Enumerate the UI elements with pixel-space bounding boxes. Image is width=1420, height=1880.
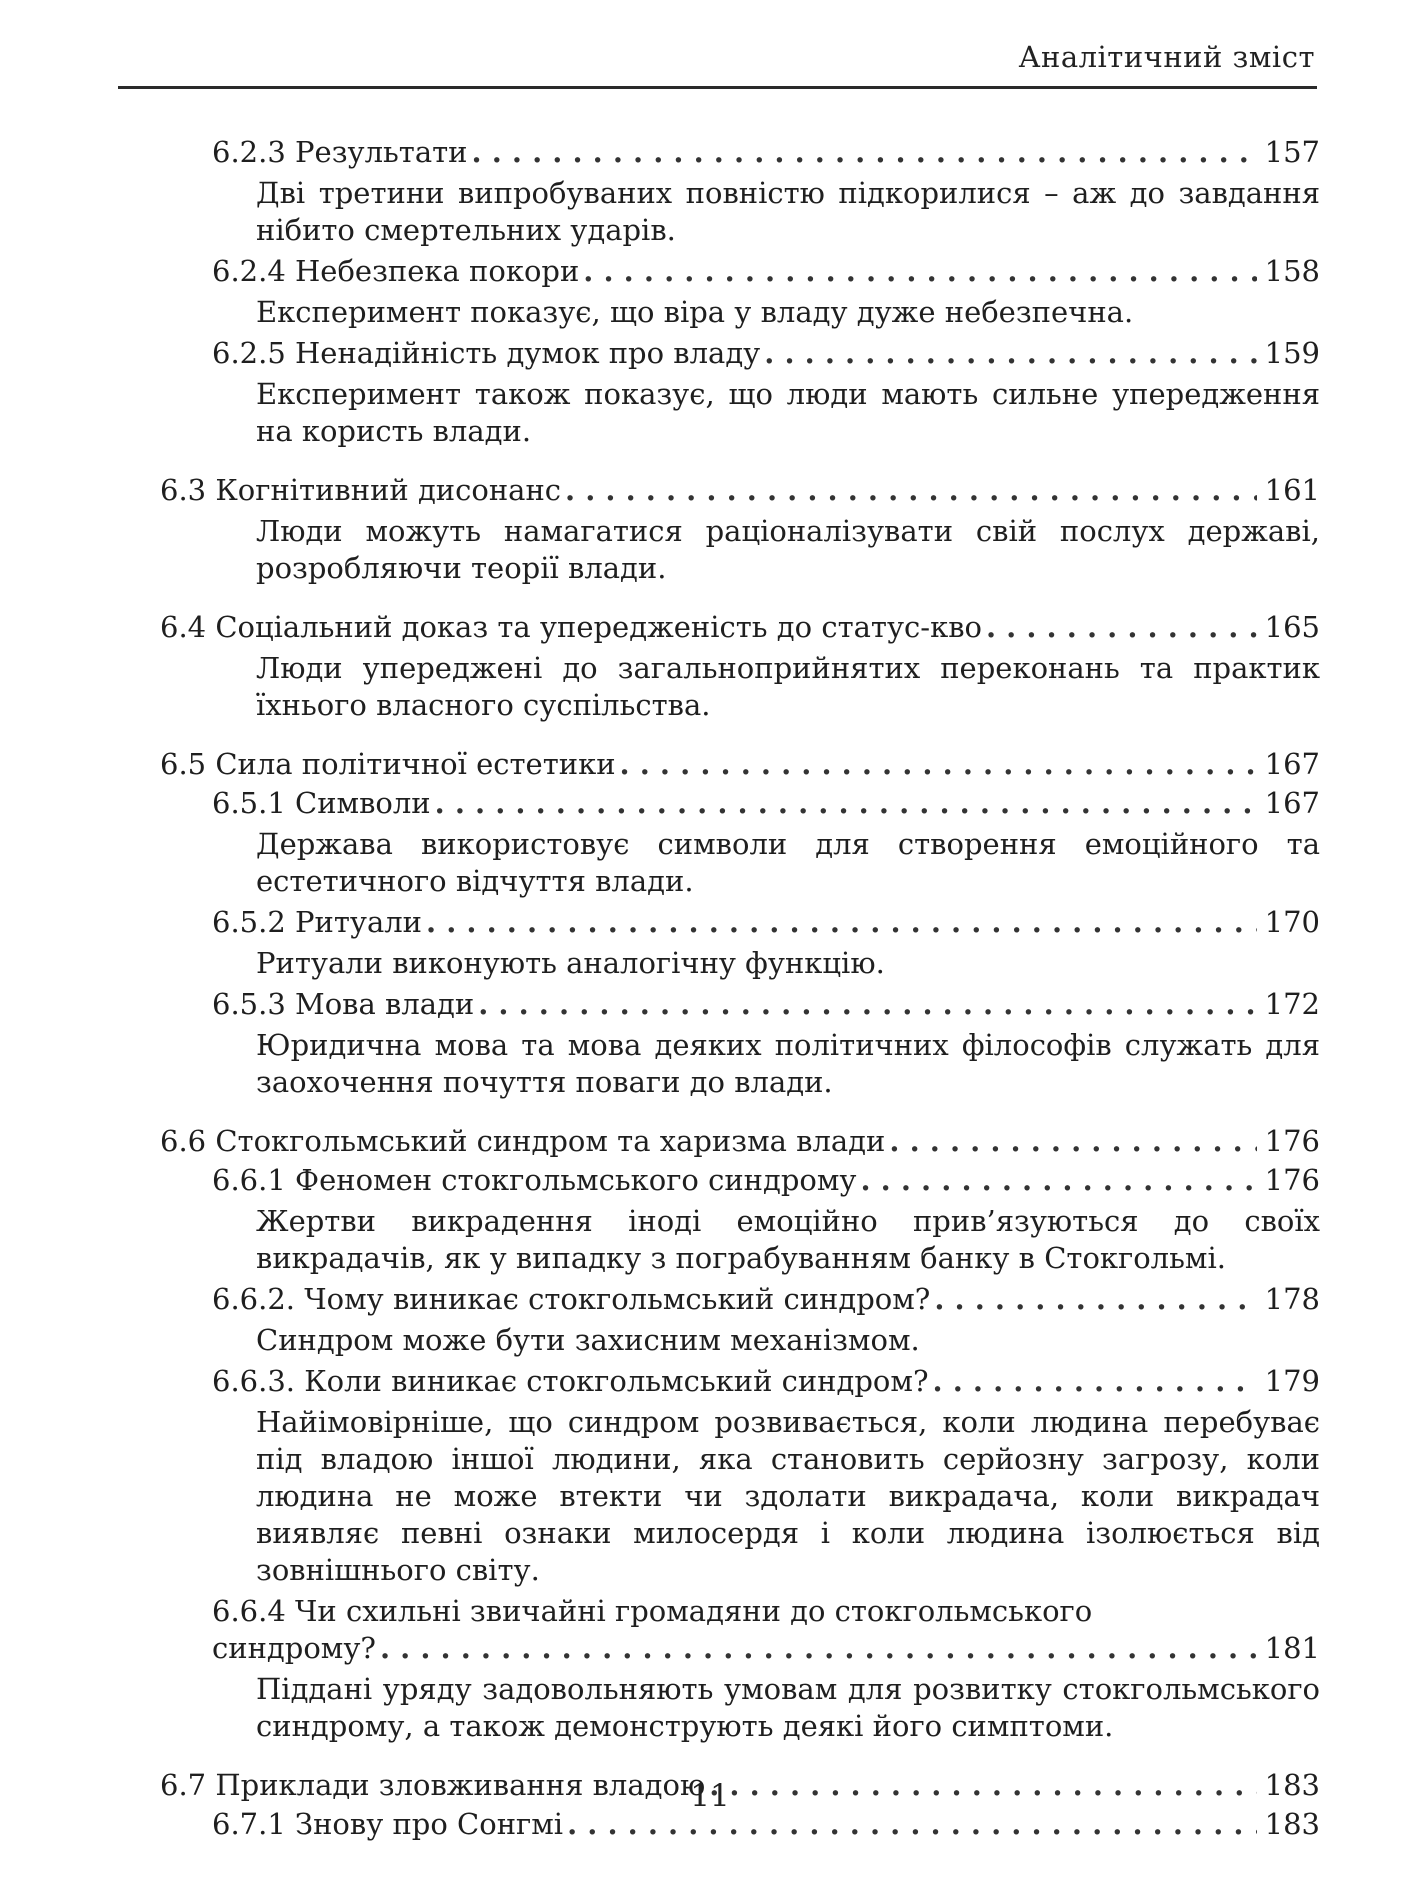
toc-entry-summary: Експеримент також показує, що люди мають сильне упередження на користь влади. [256, 377, 1320, 448]
toc-entry-heading [212, 986, 474, 1023]
toc-entry-heading [160, 472, 561, 509]
toc-entry-page: 170 [1264, 905, 1320, 939]
toc-entry-title: Приклади зловживання владою [215, 1768, 706, 1802]
toc-entry-heading [212, 1162, 856, 1199]
toc-entry-title: Стокгольмський синдром та харизма влади [215, 1124, 886, 1158]
toc-entry-summary: Піддані уряду задовольняють умовам для розвитку стокгольмського синдрому, а також демонструють деякі його симптоми. [256, 1672, 1320, 1743]
page-number: 11 [690, 1778, 730, 1814]
toc-entry-heading [212, 785, 431, 822]
toc-entry-page: 176 [1264, 1163, 1320, 1197]
toc-entry-number: 6.7 [160, 1768, 207, 1802]
toc-entry-number: 6.2.5 [212, 336, 286, 370]
toc-entry [160, 335, 1320, 372]
toc-entry-title: Соціальний доказ та упередженість до статус-кво [215, 610, 982, 644]
toc-entry-number: 6.6.4 [212, 1594, 286, 1628]
toc-entry-title: Ненадійність думок про владу [295, 336, 761, 370]
toc-entry [160, 1593, 1320, 1667]
toc-entry [160, 986, 1320, 1023]
toc-entry-summary: Синдром може бути захисним механізмом. [256, 1323, 920, 1357]
toc-entry-number: 6.5.3 [212, 987, 286, 1021]
running-head: Аналітичний зміст [1018, 40, 1315, 74]
dot-leader [889, 1123, 1256, 1160]
toc-entry-page: 172 [1264, 987, 1320, 1021]
toc-entry-page: 167 [1264, 786, 1320, 820]
toc-entry [160, 1123, 1320, 1160]
toc-entry-page: 183 [1264, 1768, 1320, 1802]
toc-entry [160, 134, 1320, 171]
toc-entry [160, 1162, 1320, 1199]
toc-entry-page: 178 [1264, 1282, 1320, 1316]
toc-entry-heading [212, 253, 579, 290]
toc-entry-summary: Люди можуть намагатися раціоналізувати свій послух державі, розробляючи теорії влади. [256, 514, 1320, 585]
dot-leader [478, 986, 1256, 1023]
toc-entry-page: 157 [1264, 135, 1320, 169]
toc-entry-summary: Жертви викрадення іноді емоційно прив’язуються до своїх викрадачів, як у випадку з пограбуванням банку в Стокгольмі. [256, 1204, 1320, 1275]
toc-entry-page: 176 [1264, 1124, 1320, 1158]
dot-leader [860, 1162, 1256, 1199]
toc-entry-number: 6.7.1 [212, 1807, 286, 1841]
toc-entry-summary: Держава використовує символи для створення емоційного та естетичного відчуття влади. [256, 827, 1320, 898]
toc-entry [160, 1281, 1320, 1318]
toc-entry [160, 472, 1320, 509]
toc-entry [160, 904, 1320, 941]
toc-entry-title: Когнітивний дисонанс [215, 473, 562, 507]
toc-entry-summary: Юридична мова та мова деяких політичних філософів служать для заохочення почуття поваги до влади. [256, 1028, 1320, 1099]
toc-entry-title-continued: синдрому? [212, 1631, 376, 1665]
toc-entry [160, 785, 1320, 822]
toc-entry-page: 161 [1264, 473, 1320, 507]
header-rule [118, 86, 1317, 89]
toc-entry-title: Ритуали [295, 905, 423, 939]
toc-entry-number: 6.5.1 [212, 786, 286, 820]
toc-entry [160, 609, 1320, 646]
toc-entry-number: 6.6 [160, 1124, 207, 1158]
toc-entry-heading [160, 609, 982, 646]
dot-leader [380, 1630, 1257, 1667]
toc-entry-summary: Експеримент показує, що віра у владу дуже небезпечна. [256, 295, 1134, 329]
toc-entry-heading [212, 904, 422, 941]
toc-entry-title: Символи [295, 786, 431, 820]
toc-entry-title: Мова влади [295, 987, 475, 1021]
table-of-contents [160, 132, 1320, 1843]
toc-entry-heading [212, 335, 760, 372]
toc-entry-number: 6.5.2 [212, 905, 286, 939]
toc-entry-title: Чому виникає стокгольмський синдром? [304, 1282, 931, 1316]
toc-entry-summary: Найімовірніше, що синдром розвивається, коли людина перебуває під владою іншої людини, яка становить серйозну загрозу, коли людина не може втекти чи здолати викрадача, коли викрадач виявляє певні ознаки милосердя і коли людина ізолюється від зовнішнього світу. [256, 1405, 1320, 1587]
toc-entry-page: 167 [1264, 747, 1320, 781]
toc-entry-page: 158 [1264, 254, 1320, 288]
toc-entry [160, 253, 1320, 290]
toc-entry-line [212, 1630, 1320, 1667]
toc-entry-title: Чи схильні звичайні громадяни до стокгольмського [295, 1594, 1093, 1628]
toc-entry-page: 165 [1264, 610, 1320, 644]
toc-entry-number: 6.5 [160, 747, 207, 781]
toc-entry-number: 6.4 [160, 610, 207, 644]
toc-entry-title: Результати [295, 135, 468, 169]
dot-leader [620, 746, 1257, 783]
toc-entry-heading [212, 1281, 930, 1318]
toc-entry-title: Небезпека покори [295, 254, 580, 288]
toc-entry-title: Сила політичної естетики [215, 747, 616, 781]
dot-leader [986, 609, 1257, 646]
toc-entry-heading [160, 746, 616, 783]
toc-entry [160, 746, 1320, 783]
dot-leader [764, 335, 1256, 372]
toc-entry [160, 1363, 1320, 1400]
toc-entry-number: 6.2.4 [212, 254, 286, 288]
toc-entry-page: 159 [1264, 336, 1320, 370]
dot-leader [435, 785, 1257, 822]
toc-entry-title: Знову про Сонгмі [295, 1807, 564, 1841]
toc-entry-summary: Дві третини випробуваних повністю підкорилися – аж до завдання нібито смертельних ударів. [256, 176, 1320, 247]
dot-leader [933, 1363, 1257, 1400]
toc-entry-page: 181 [1264, 1631, 1320, 1665]
toc-entry-title: Феномен стокгольмського синдрому [295, 1163, 857, 1197]
toc-entry-summary: Ритуали виконують аналогічну функцію. [256, 946, 885, 980]
toc-entry-number: 6.3 [160, 473, 207, 507]
toc-entry-page: 179 [1264, 1364, 1320, 1398]
toc-entry-number: 6.6.2. [212, 1282, 296, 1316]
dot-leader [426, 904, 1257, 941]
toc-entry-number: 6.6.1 [212, 1163, 286, 1197]
toc-entry-page: 183 [1264, 1807, 1320, 1841]
dot-leader [472, 134, 1257, 171]
toc-entry-heading [160, 1123, 885, 1160]
dot-leader [583, 253, 1256, 290]
toc-entry-heading [212, 134, 468, 171]
toc-entry-number: 6.2.3 [212, 135, 286, 169]
toc-entry-summary: Люди упереджені до загальноприйнятих переконань та практик їхнього власного суспільства. [256, 651, 1320, 722]
toc-entry-title: Коли виникає стокгольмський синдром? [304, 1364, 929, 1398]
toc-entry-heading [212, 1593, 1320, 1630]
dot-leader [934, 1281, 1256, 1318]
toc-entry-number: 6.6.3. [212, 1364, 296, 1398]
toc-entry-heading [212, 1363, 929, 1400]
dot-leader [565, 472, 1257, 509]
